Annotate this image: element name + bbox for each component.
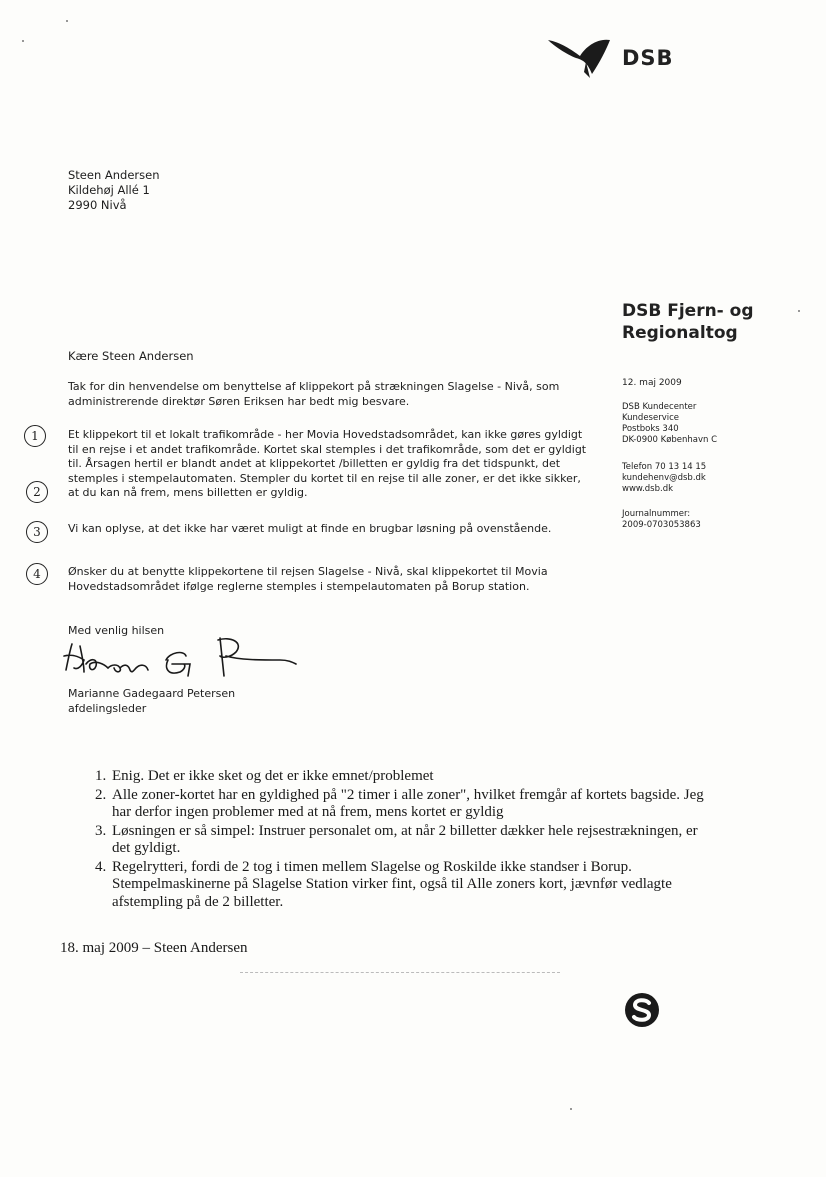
journal-label: Journalnummer: [622, 509, 691, 519]
marker-1: 1 [24, 425, 46, 447]
customer-center-address: DSB Kundecenter Kundeservice Postboks 340 DK-0900 København C [622, 402, 718, 445]
signer-title: afdelingsleder [68, 702, 147, 715]
marker-2: 2 [26, 481, 48, 503]
recipient-street: Kildehøj Allé 1 [68, 183, 150, 197]
note-item: 1. Enig. Det er ikke sket og det er ikke emnet/problemet [110, 768, 710, 786]
scan-speck [66, 20, 68, 22]
s-train-logo-icon [622, 990, 662, 1030]
contact-info [622, 462, 706, 495]
dsb-bird-logo-icon [546, 32, 614, 80]
note-item: 3. Løsningen er så simpel: Instruer personalet om, at når 2 billetter dækker hele rejsestrækningen, er det gyldigt. [110, 823, 710, 858]
scan-speck [22, 40, 24, 42]
journal-block [622, 509, 701, 531]
divider [240, 972, 560, 973]
intro-paragraph: Tak for din henvendelse om benyttelse af klippekort på strækningen Slagelse - Nivå, som administrerende direktør Søren Eriksen har bedt mig besvare. [68, 380, 560, 408]
signer-name: Marianne Gadegaard Petersen [68, 687, 236, 700]
closing: Med venlig hilsen [68, 624, 165, 637]
salutation: Kære Steen Andersen [68, 349, 194, 363]
marker-3: 3 [26, 521, 48, 543]
department-heading: DSB Fjern- og Regionaltog [622, 301, 754, 343]
paragraph-no-solution: Vi kan oplyse, at det ikke har været muligt at finde en brugbar løsning på ovenstående. [68, 522, 552, 535]
note-item: 4. Regelrytteri, fordi de 2 tog i timen mellem Slagelse og Roskilde ikke standser i Borup. Stempelmaskinerne på Slagelse Station virker fint, også til Alle zoners kort, jævnfør vedlagte afstempling på de 2 billetter. [110, 859, 710, 912]
recipient-city: 2990 Nivå [68, 198, 127, 212]
brand-name: DSB [622, 46, 674, 70]
journal-number: 2009-0703053863 [622, 520, 701, 530]
footer-note: 18. maj 2009 – Steen Andersen [60, 940, 248, 956]
scan-speck [798, 310, 800, 312]
paragraph-zones: Et klippekort til et lokalt trafikområde - her Movia Hovedstadsområdet, kan ikke gøres gyldigt til en rejse i et andet trafikområde. Kortet skal stemples i det trafikområde, som det er gyldigt til. Årsagen hertil er blandt andet at klippekortet /billetten er gyldig fra det tidspunkt, det stemples i stempelautomaten. Stempler du kortet til en rejse til alle zoner, er det ikke sikker, at du kan nå frem, mens billetten er gyldig. [68, 428, 587, 500]
note-item: 2. Alle zoner-kortet har en gyldighed på "2 timer i alle zoner", hvilket fremgår af kortets bagside. Jeg har derfor ingen problemer med at nå frem, mens kortet er gyldig [110, 787, 710, 822]
signature-icon [60, 634, 300, 684]
response-notes [82, 768, 710, 912]
letter-date: 12. maj 2009 [622, 378, 682, 388]
email: kundehenv@dsb.dk [622, 473, 706, 483]
website: www.dsb.dk [622, 484, 674, 494]
scan-speck [570, 1108, 572, 1110]
recipient-name: Steen Andersen [68, 168, 160, 182]
phone: Telefon 70 13 14 15 [622, 462, 707, 472]
marker-4: 4 [26, 563, 48, 585]
recipient-address [68, 168, 160, 213]
paragraph-borup: Ønsker du at benytte klippekortene til rejsen Slagelse - Nivå, skal klippekortet til Movia Hovedstadsområdet ifølge reglerne stemples i stempelautomaten på Borup station. [68, 565, 548, 593]
signer-block [68, 686, 235, 716]
